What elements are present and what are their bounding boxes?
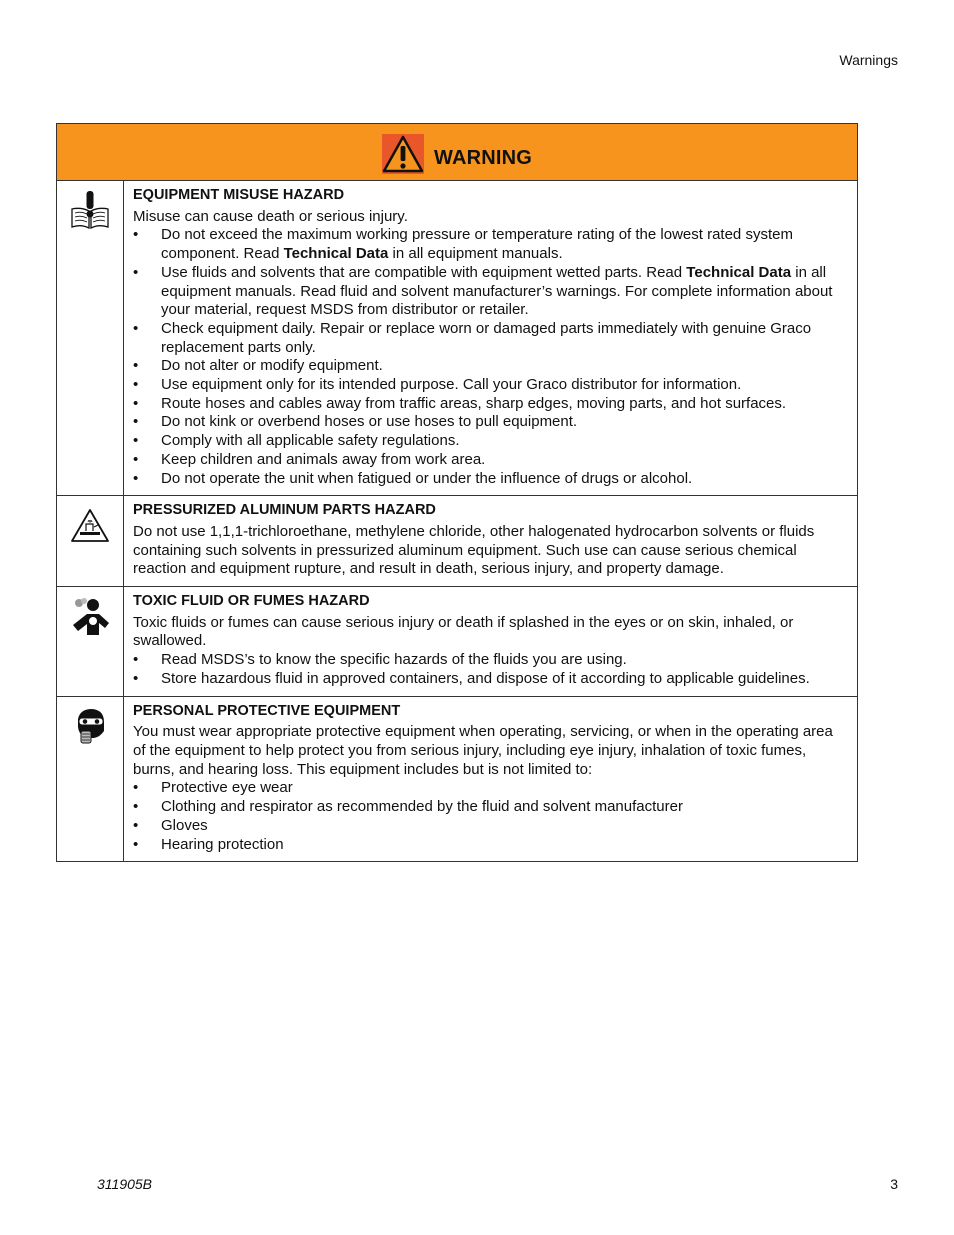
list-item: • Clothing and respirator as recommended by the fluid and solvent manufacturer xyxy=(133,798,847,817)
list-item: • Route hoses and cables away from traffic areas, sharp edges, moving parts, and hot surfaces. xyxy=(133,395,847,414)
hazard-intro: You must wear appropriate protective equipment when operating, servicing, or when in the operating area of the equipment to help protect you from serious injury, including eye injury, inhalation of toxic fumes, burns, and hearing loss. This equipment includes but is not limited to: xyxy=(133,723,833,778)
page-number: 3 xyxy=(890,1176,898,1192)
doc-number: 311905B xyxy=(97,1176,153,1192)
list-item xyxy=(133,264,847,320)
bullet-text: in all equipment manuals. Read fluid and solvent manufacturer’s warnings. For complete information about your material, request MSDS from distributor or retailer. xyxy=(161,263,833,319)
hazard-intro: Do not use 1,1,1-trichloroethane, methylene chloride, other halogenated hydrocarbon solvents or fluids containing such solvents in pressurized aluminum equipment. Such use can cause serious chemical reaction and equipment rupture, and result in death, serious injury, and property damage. xyxy=(133,522,815,578)
hazard-intro: Misuse can cause death or serious injury. xyxy=(133,207,408,225)
warning-table xyxy=(56,123,858,862)
hazard-bullet-list xyxy=(133,226,847,488)
running-header: Warnings xyxy=(839,52,898,68)
bullet-bold-text: Technical Data xyxy=(686,263,792,281)
list-item: • Comply with all applicable safety regulations. xyxy=(133,432,847,451)
list-item: • Protective eye wear xyxy=(133,779,847,798)
hazard-text xyxy=(124,181,857,495)
pressurized-aluminum-triangle-icon xyxy=(69,504,111,546)
hazard-title: PERSONAL PROTECTIVE EQUIPMENT xyxy=(133,702,401,719)
hazard-text xyxy=(124,697,857,862)
bullet-bold-text: Technical Data xyxy=(283,245,389,263)
bullet-text: Use fluids and solvents that are compatible with equipment wetted parts. Read xyxy=(161,263,687,281)
hazard-row xyxy=(57,496,857,587)
hazard-text xyxy=(124,587,857,696)
hazard-icon-cell xyxy=(57,496,124,586)
hazard-row xyxy=(57,697,857,862)
list-item: • Read MSDS’s to know the specific hazards of the fluids you are using. xyxy=(133,651,847,670)
toxic-fumes-person-icon xyxy=(69,595,111,637)
manual-exclamation-icon xyxy=(69,189,111,231)
hazard-icon-cell xyxy=(57,697,124,862)
list-item: • Hearing protection xyxy=(133,836,847,855)
hazard-intro: Toxic fluids or fumes can cause serious injury or death if splashed in the eyes or on skin, inhaled, or swallowed. xyxy=(133,613,794,650)
warning-label: WARNING xyxy=(433,146,533,169)
list-item: • Do not kink or overbend hoses or use hoses to pull equipment. xyxy=(133,413,847,432)
hazard-title: PRESSURIZED ALUMINUM PARTS HAZARD xyxy=(133,502,436,519)
hazard-title: EQUIPMENT MISUSE HAZARD xyxy=(133,187,345,203)
list-item: • Do not operate the unit when fatigued or under the influence of drugs or alcohol. xyxy=(133,470,847,489)
hazard-row xyxy=(57,181,857,496)
hazard-row xyxy=(57,587,857,697)
list-item: • Keep children and animals away from work area. xyxy=(133,451,847,470)
hazard-bullet-list xyxy=(133,651,847,688)
hazard-icon-cell xyxy=(57,181,124,495)
list-item: • Store hazardous fluid in approved containers, and dispose of it according to applicable guidelines. xyxy=(133,670,847,689)
list-item xyxy=(133,226,847,263)
warning-triangle-icon xyxy=(382,134,424,174)
list-item: • Gloves xyxy=(133,817,847,836)
bullet-text: Do not exceed the maximum working pressure or temperature rating of the lowest rated system component. Read xyxy=(161,226,793,263)
list-item: • Check equipment daily. Repair or replace worn or damaged parts immediately with genuine Graco replacement parts only. xyxy=(133,320,847,357)
protective-gear-head-icon xyxy=(69,705,111,747)
hazard-title: TOXIC FLUID OR FUMES HAZARD xyxy=(133,593,370,610)
hazard-icon-cell xyxy=(57,587,124,696)
hazard-text xyxy=(124,496,857,586)
list-item: • Use equipment only for its intended purpose. Call your Graco distributor for information. xyxy=(133,376,847,395)
list-item: • Do not alter or modify equipment. xyxy=(133,357,847,376)
hazard-bullet-list xyxy=(133,779,847,854)
bullet-text: in all equipment manuals. xyxy=(388,245,563,263)
warning-banner xyxy=(57,124,857,181)
